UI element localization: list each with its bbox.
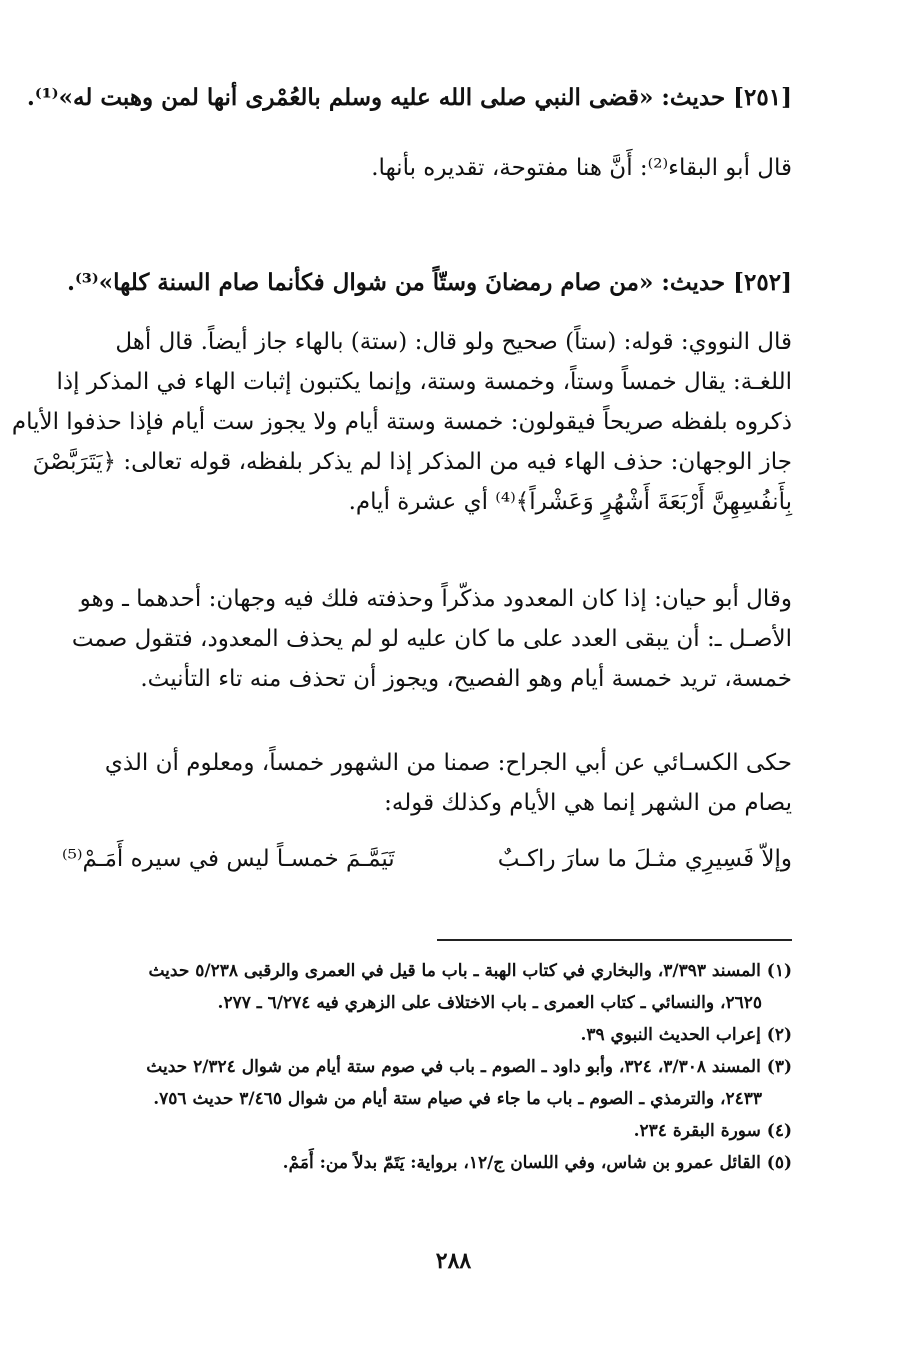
poem-verse (62, 846, 792, 872)
entry-252 (62, 263, 792, 303)
text-line: خمسة، تريد خمسة أيام وهو الفصيح، ويجوز أن تحذف منه تاء التأنيث. (140, 666, 792, 692)
page-number: ٢٨٨ (435, 1248, 472, 1274)
text-line: وقال أبو حيان: إذا كان المعدود مذكّراً وحذفته فلك فيه وجهان: أحدهما ـ وهو (79, 586, 792, 612)
hadith-252-heading: [٢٥٢] حديث: «من صام رمضانَ وستّاً من شوال فكأنما صام السنة كلها»⁽³⁾. (66, 269, 792, 296)
text-line: ذكروه بلفظه صريحاً فيقولون: خمسة وستة أيام ولا يجوز ست أيام فإذا حذفوا الأيام (11, 409, 792, 435)
footnote-3: (٣) المسند ٣/٣٠٨، ٣٢٤، وأبو داود ـ الصوم ـ باب في صوم ستة أيام من شوال ٢/٣٢٤ حديث (146, 1057, 792, 1077)
footnote-5: (٥) القائل عمرو بن شاس، وفي اللسان ج/١٢، برواية: يَتَمّ بدلاً من: أَمَمْ. (282, 1153, 792, 1173)
footnote-1: (١) المسند ٣/٣٩٣، والبخاري في كتاب الهبة ـ باب ما قيل في العمرى والرقبى ٥/٢٣٨ حديث (148, 961, 792, 981)
verse-first-hemistich: وإلاّ فَسِيرِي مثـلَ ما سارَ راكـبٌ (497, 846, 792, 872)
footnote-1-cont: ٢٦٢٥، والنسائي ـ كتاب العمرى ـ باب الاختلاف على الزهري فيه ٦/٢٧٤ ـ ٢٧٧. (217, 993, 762, 1013)
footnote-2: (٢) إعراب الحديث النبوي ٣٩. (580, 1025, 792, 1045)
text-line: قال النووي: قوله: (ستاً) صحيح ولو قال: (ستة) بالهاء جاز أيضاً. قال أهل (115, 329, 792, 355)
text-line: بِأَنفُسِهِنَّ أَرْبَعَةَ أَشْهُرٍ وَعَشْراً﴾⁽⁴⁾ أي عشرة أيام. (348, 489, 792, 515)
footnote-separator (437, 939, 792, 941)
nawawi-paragraph (11, 322, 792, 522)
text-line: جاز الوجهان: حذف الهاء فيه من المذكر إذا لم يذكر بلفظه، قوله تعالى: ﴿يَتَرَبَّصْنَ (32, 449, 792, 475)
abu-albaqa-comment: قال أبو البقاء⁽²⁾: أَنَّ هنا مفتوحة، تقديره بأنها. (371, 155, 792, 181)
verse-second-hemistich: تَيَمَّـمَ خمسـاً ليس في سيره أَمَـمْ⁽⁵⁾ (62, 846, 395, 872)
kisai-paragraph (62, 743, 792, 823)
footnote-4: (٤) سورة البقرة ٢٣٤. (633, 1121, 792, 1141)
footnotes (62, 955, 792, 1179)
text-line: حكى الكسـائي عن أبي الجراح: صمنا من الشهور خمساً، ومعلوم أن الذي (104, 750, 792, 776)
abu-hayyan-paragraph (62, 579, 792, 699)
hadith-251-heading: [٢٥١] حديث: «قضى النبي صلى الله عليه وسلم بالعُمْرى أنها لمن وهبت له»⁽¹⁾. (26, 84, 792, 111)
text-line: الأصـل ـ: أن يبقى العدد على ما كان عليه لو لم يحذف المعدود، فتقول صمت (71, 626, 792, 652)
text-line: يصام من الشهر إنما هي الأيام وكذلك قوله: (384, 790, 792, 816)
text-line: اللغـة: يقال خمساً وستاً، وخمسة وستة، وإنما يكتبون إثبات الهاء في المذكر إذا (56, 369, 792, 395)
entry-251 (26, 78, 792, 188)
footnote-3-cont: ٢٤٣٣، والترمذي ـ الصوم ـ باب ما جاء في صيام ستة أيام من شوال ٣/٤٦٥ حديث ٧٥٦. (153, 1089, 762, 1109)
